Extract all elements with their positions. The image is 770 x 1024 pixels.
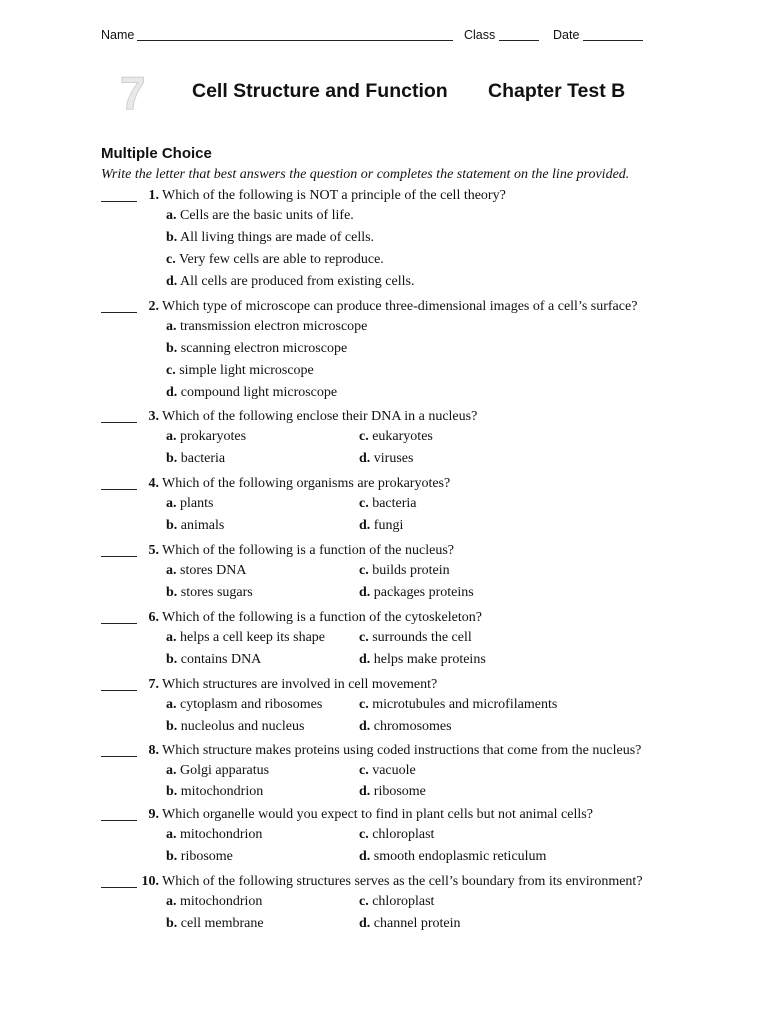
class-label: Class (464, 28, 496, 42)
option-text: ribosome (180, 849, 233, 864)
name-field[interactable] (137, 28, 453, 41)
answer-option (166, 652, 261, 668)
option-letter: a. (166, 563, 177, 578)
answer-option (359, 496, 417, 512)
option-text: compound light microscope (180, 385, 338, 400)
option-letter: b. (166, 230, 178, 245)
option-letter: a. (166, 894, 177, 909)
option-text: Cells are the basic units of life. (180, 208, 354, 223)
question-number: 2. (148, 299, 159, 314)
option-letter: d. (359, 518, 371, 533)
option-text: packages proteins (373, 585, 474, 600)
option-letter: b. (166, 585, 178, 600)
date-field[interactable] (583, 28, 643, 41)
question-6 (101, 610, 741, 667)
question-9 (101, 807, 741, 864)
option-letter: a. (166, 429, 177, 444)
option-text: vacuole (372, 763, 416, 778)
option-text: helps a cell keep its shape (180, 630, 326, 645)
answer-option (166, 319, 367, 335)
test-name: Chapter Test B (488, 80, 626, 102)
option-text: transmission electron microscope (180, 319, 368, 334)
answer-option (166, 252, 384, 268)
option-text: chloroplast (372, 827, 435, 842)
question-text: Which of the following structures serves as the cell’s boundary from its environment? (162, 874, 643, 889)
option-letter: b. (166, 518, 178, 533)
answer-blank[interactable] (101, 887, 137, 888)
answer-option (359, 916, 460, 932)
answer-option (166, 341, 347, 357)
question-1 (101, 188, 741, 289)
instructions: Write the letter that best answers the question or completes the statement on the line provided. (101, 167, 630, 182)
option-letter: d. (359, 916, 371, 931)
question-4 (101, 476, 741, 533)
answer-blank[interactable] (101, 201, 137, 202)
date-label: Date (553, 28, 580, 42)
option-text: microtubules and microfilaments (372, 697, 558, 712)
question-number: 3. (148, 409, 159, 424)
option-letter: d. (359, 451, 371, 466)
option-letter: c. (359, 630, 369, 645)
answer-option (166, 630, 325, 646)
answer-option (166, 230, 374, 246)
question-number: 5. (148, 543, 159, 558)
student-info-row (101, 28, 661, 46)
answer-blank[interactable] (101, 690, 137, 691)
option-letter: c. (166, 363, 176, 378)
option-letter: d. (359, 585, 371, 600)
question-number: 9. (148, 807, 159, 822)
option-text: bacteria (372, 496, 417, 511)
option-text: cell membrane (180, 916, 264, 931)
question-text: Which of the following is a function of the nucleus? (162, 543, 454, 558)
question-3 (101, 409, 741, 466)
question-number: 1. (148, 188, 159, 203)
option-text: chromosomes (373, 719, 452, 734)
answer-option (359, 518, 403, 534)
option-text: bacteria (180, 451, 226, 466)
question-text: Which of the following organisms are prokaryotes? (162, 476, 451, 491)
question-number: 4. (148, 476, 159, 491)
option-text: channel protein (373, 916, 461, 931)
option-text: mitochondrion (180, 894, 263, 909)
answer-option (166, 429, 246, 445)
option-letter: b. (166, 784, 178, 799)
question-2 (101, 299, 741, 400)
option-text: ribosome (373, 784, 426, 799)
answer-option (359, 719, 452, 735)
option-letter: d. (359, 719, 371, 734)
option-text: stores sugars (180, 585, 253, 600)
option-letter: c. (359, 429, 369, 444)
answer-option (359, 784, 426, 800)
question-text: Which of the following enclose their DNA in a nucleus? (162, 409, 478, 424)
option-letter: c. (359, 894, 369, 909)
option-letter: c. (166, 252, 176, 267)
answer-option (359, 763, 416, 779)
answer-option (166, 697, 322, 713)
answer-option (166, 784, 263, 800)
answer-option (359, 429, 433, 445)
option-letter: d. (359, 849, 371, 864)
answer-option (166, 274, 414, 290)
answer-option (359, 697, 557, 713)
option-text: eukaryotes (372, 429, 433, 444)
option-letter: a. (166, 827, 177, 842)
answer-option (166, 916, 264, 932)
question-text: Which structure makes proteins using coded instructions that come from the nucleus? (162, 743, 642, 758)
option-letter: d. (359, 652, 371, 667)
class-field[interactable] (499, 28, 539, 41)
option-text: All living things are made of cells. (180, 230, 375, 245)
option-text: stores DNA (180, 563, 247, 578)
question-text: Which of the following is NOT a principle of the cell theory? (162, 188, 506, 203)
option-letter: b. (166, 916, 178, 931)
option-letter: a. (166, 697, 177, 712)
option-text: Golgi apparatus (180, 763, 270, 778)
answer-option (359, 630, 472, 646)
question-number: 10. (141, 874, 159, 889)
option-text: builds protein (372, 563, 450, 578)
answer-option (359, 563, 450, 579)
question-text: Which type of microscope can produce three-dimensional images of a cell’s surface? (162, 299, 638, 314)
option-letter: d. (359, 784, 371, 799)
question-number: 6. (148, 610, 159, 625)
option-letter: d. (166, 385, 178, 400)
option-letter: c. (359, 697, 369, 712)
question-8 (101, 743, 741, 799)
option-text: surrounds the cell (372, 630, 472, 645)
answer-blank[interactable] (101, 623, 137, 624)
option-letter: b. (166, 849, 178, 864)
option-letter: a. (166, 496, 177, 511)
answer-option (166, 363, 314, 379)
option-letter: b. (166, 341, 178, 356)
option-letter: c. (359, 496, 369, 511)
answer-option (166, 208, 354, 224)
answer-blank[interactable] (101, 556, 137, 557)
question-number: 7. (148, 677, 159, 692)
question-5 (101, 543, 741, 600)
answer-option (166, 496, 213, 512)
answer-option (166, 894, 262, 910)
option-text: simple light microscope (179, 363, 314, 378)
answer-option (166, 518, 224, 534)
option-letter: b. (166, 652, 178, 667)
option-text: prokaryotes (180, 429, 247, 444)
answer-blank[interactable] (101, 820, 137, 821)
question-text: Which organelle would you expect to find in plant cells but not animal cells? (162, 807, 593, 822)
answer-option (359, 652, 486, 668)
name-label: Name (101, 28, 135, 42)
answer-option (166, 763, 269, 779)
answer-option (166, 719, 304, 735)
page-title: Cell Structure and Function (192, 80, 448, 102)
option-letter: a. (166, 630, 177, 645)
answer-option (359, 849, 546, 865)
option-text: animals (180, 518, 225, 533)
question-10 (101, 874, 741, 931)
option-text: All cells are produced from existing cells. (180, 274, 415, 289)
answer-option (166, 827, 262, 843)
option-text: plants (180, 496, 214, 511)
option-text: nucleolus and nucleus (180, 719, 305, 734)
option-letter: c. (359, 563, 369, 578)
option-letter: a. (166, 319, 177, 334)
option-letter: c. (359, 827, 369, 842)
option-letter: d. (166, 274, 178, 289)
question-number: 8. (148, 743, 159, 758)
answer-option (359, 451, 413, 467)
option-text: mitochondrion (180, 784, 264, 799)
option-text: contains DNA (180, 652, 262, 667)
option-letter: c. (359, 763, 369, 778)
answer-option (166, 585, 253, 601)
question-7 (101, 677, 741, 734)
option-letter: a. (166, 763, 177, 778)
option-text: fungi (373, 518, 404, 533)
option-text: cytoplasm and ribosomes (180, 697, 323, 712)
answer-option (166, 451, 225, 467)
option-text: Very few cells are able to reproduce. (178, 252, 384, 267)
answer-option (359, 585, 474, 601)
option-text: smooth endoplasmic reticulum (373, 849, 547, 864)
question-text: Which of the following is a function of the cytoskeleton? (162, 610, 482, 625)
answer-blank[interactable] (101, 489, 137, 490)
answer-option (166, 563, 247, 579)
answer-option (359, 894, 434, 910)
question-text: Which structures are involved in cell movement? (162, 677, 438, 692)
option-letter: a. (166, 208, 177, 223)
option-text: helps make proteins (373, 652, 486, 667)
option-text: viruses (373, 451, 414, 466)
option-letter: b. (166, 451, 178, 466)
chapter-number: 7 (120, 67, 146, 119)
option-text: mitochondrion (180, 827, 263, 842)
answer-blank[interactable] (101, 312, 137, 313)
section-heading: Multiple Choice (101, 145, 212, 162)
option-text: chloroplast (372, 894, 435, 909)
answer-option (359, 827, 434, 843)
option-letter: b. (166, 719, 178, 734)
answer-option (166, 385, 337, 401)
answer-blank[interactable] (101, 422, 137, 423)
option-text: scanning electron microscope (180, 341, 348, 356)
answer-option (166, 849, 233, 865)
answer-blank[interactable] (101, 756, 137, 757)
